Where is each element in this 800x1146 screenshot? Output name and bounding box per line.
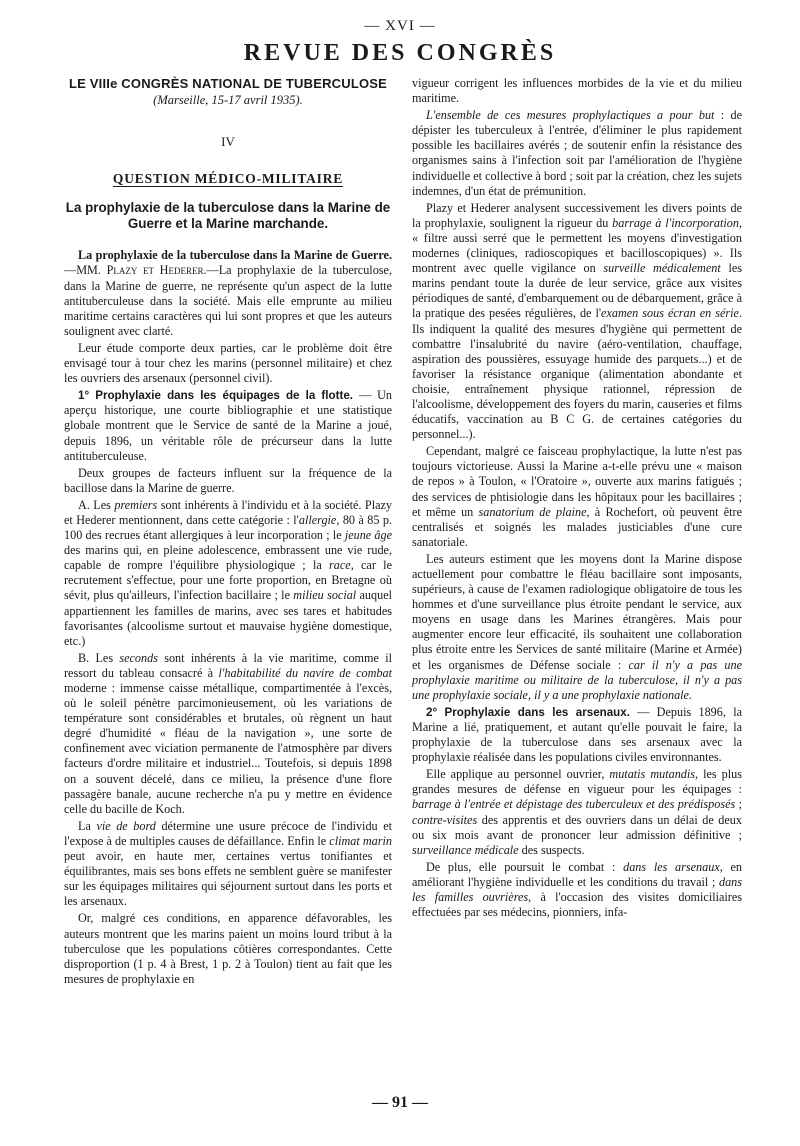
question-heading-text: QUESTION MÉDICO-MILITAIRE (112, 171, 344, 187)
text-run: Plazy et Hederer analysent successivement les divers points de la prophylaxie, soulignent la rigueur du (412, 200, 742, 230)
journal-masthead: REVUE DES CONGRÈS (243, 40, 557, 66)
text-run: Cependant, malgré ce faisceau prophylactique, la lutte n'est pas toujours victorieuse. Aussi la Marine a-t-elle prévu une « maison de repos » à Toulon, « l'Oratoire », ouverte aux marins fatigués ; des services de phtisiologie dans les hôpitaux pour les bacillaires ; et même un (412, 444, 742, 519)
paragraph-title: La prophylaxie de la tuberculose dans la Marine de Guerre. (78, 248, 392, 263)
paragraph (64, 819, 392, 910)
italic-run: surveillance médicale (412, 842, 519, 857)
text-run: — Depuis 1896, la Marine a lié, pratiquement, et autant qu'elle pouvait le faire, la prophylaxie de la tuberculose dans ses arsenaux avec la prophylaxie réalisée dans les populations civiles environnantes. (412, 704, 742, 765)
running-header-page-roman: — XVI — (364, 18, 436, 34)
text-run: sont inhérents à l'individu et à la société. Plazy et Hederer mentionnent, dans cette catégorie : l' (64, 497, 392, 527)
italic-run: vie de bord (96, 818, 156, 833)
paragraph-text: —La prophylaxie de la tuberculose, dans la Marine de guerre, ne représente qu'un aspect de la lutte antituberculeuse dans la société. Mais elle emprunte au milieu maritime certains caractères qui lui sont propres et que les auteurs soulignent avec clarté. (64, 263, 392, 338)
paragraph (412, 444, 742, 550)
text-run: , en améliorant l'hygiène individuelle et les conditions du travail ; (412, 859, 743, 889)
paragraph (64, 651, 392, 817)
italic-run: contre-visites (412, 812, 478, 827)
italic-run: sanatorium de plaine (478, 504, 587, 519)
text-run: Les auteurs estiment que les moyens dont la Marine dispose actuellement pour combattre le fléau bacillaire sont imposants, supérieurs, à cause de l'examen radiologique obligatoire de tous les hommes et d'une surveillance plus étroite pendant le service, aux moyens en usage dans les Marines étrangères. Mais pour augmenter encore leur efficacité, ils souhaitent une collaboration plus étroite entre les Services de santé militaire (Marine et Armée) et les organismes de Défense sociale : (412, 551, 742, 672)
italic-run: surveille médicalement (603, 261, 721, 276)
text-run: ; (735, 797, 742, 812)
text-run: auquel appartiennent les familles de marins, avec ses tares et habitudes favorisantes (alcoolisme surtout et mauvaise hygiène domestique, etc.) (64, 588, 392, 648)
paragraph (412, 767, 742, 858)
text-run: , 80 à 85 p. 100 des recrues étant allergiques à leur incorporation ; le (64, 512, 392, 543)
subsection-title: 2° Prophylaxie dans les arsenaux. (426, 705, 630, 719)
paragraph (64, 498, 392, 649)
paragraph: vigueur corrigent les influences morbides de la vie et du milieu maritime. (412, 76, 742, 106)
text-run: des suspects. (518, 842, 585, 857)
paragraph (412, 705, 742, 765)
subject-heading: La prophylaxie de la tuberculose dans la Marine de Guerre et la Marine marchande. (65, 200, 391, 232)
text-run: détermine une usure précoce de l'individu et l'expose à de multiples causes de défaillance. Enfin le (64, 818, 393, 848)
congress-title: LE VIIIe CONGRÈS NATIONAL DE TUBERCULOSE (68, 76, 388, 91)
italic-run: L'ensemble de ces mesures prophylactiques a pour but (426, 108, 715, 123)
text-run: B. Les (78, 650, 120, 665)
italic-run: dans les arsenaux (623, 859, 720, 874)
paragraph (64, 388, 392, 463)
subsection-title: 1° Prophylaxie dans les équipages de la flotte. (78, 389, 353, 403)
paragraph (412, 201, 742, 443)
italic-run: milieu social (293, 588, 357, 603)
paragraph: Leur étude comporte deux parties, car le problème doit être envisagé tour à tour chez les marins (personnel militaire) et chez les ouvriers des arsenaux (personnel civil). (64, 340, 392, 386)
italic-run: allergie (298, 512, 337, 527)
italic-run: barrage à l'entrée et dépistage des tuberculeux et des prédisposés (412, 797, 736, 812)
text-run: moderne : immense caisse métallique, compartimentée à l'excès, où le soleil pénètre parcimonieusement, où les variations de température sont considérables et brutales, où règnent un haut degré d'humidité « fléau de la navigation », une sorte de confinement avec viciation permanente de l'atmosphère par divers facteurs d'ordre militaire et industriel... Toutefois, si depuis 1898 on a souvent décelé, dans ce milieu, la présence d'une flore passagère banale, aucune recherche n'a pu y mettre en évidence celle du bacille de Koch. (64, 681, 392, 816)
page-number: — 91 — (372, 1094, 428, 1111)
section-number: IV (221, 134, 235, 150)
text-run: , car le recrutement s'effectue, pour une forte proportion, en Bretagne où sévit, plus qu'ailleurs, l'infection bacillaire ; le (64, 558, 392, 603)
italic-run: dans les familles ouvrières (412, 874, 742, 904)
text-run: les marins pendant toute la durée de leur service, grâce aux visites périodiques de santé, d'embarquement ou de débarquement, grâce à la pratique des pesées régulières, de l' (412, 261, 742, 321)
italic-run: examen sous écran en série (601, 306, 739, 321)
text-run: peut avoir, en haute mer, certaines vertus tonifiantes et équilibrantes, mais ses bons effets ne semblent guère se manifester sur les équipages militaires qui séjournent surtout dans les ports et les arsenaux. (64, 849, 392, 909)
italic-run: race (329, 558, 351, 573)
text-run: A. Les (78, 497, 115, 512)
text-run: : de dépister les tuberculeux à l'entrée, d'éliminer le plus rapidement possible les bacillaires avérés ; de soutenir enfin la résistance des organismes sains à l'infection soit par l'amélioration de l'hygiène individuelle et collective à bord ; soit par la création, chez les sujets indemnes, d'un état de prémunition. (412, 108, 743, 198)
left-column (64, 76, 392, 989)
text-run: , « filtre aussi serré que le permettent les moyens d'investigation modernes (cliniques, radioscopiques et bacilloscopiques) ». Ils montrent avec quelle vigilance on (412, 215, 742, 276)
italic-run: barrage à l'incorporation (612, 215, 739, 230)
authors: —MM. Plazy et Hederer. (64, 263, 207, 278)
paragraph (412, 108, 742, 199)
text-run: des apprentis et des ouvriers dans un délai de deux ou six mois avant de prononcer leur admission définitive ; (412, 812, 742, 842)
paragraph: Deux groupes de facteurs influent sur la fréquence de la bacillose dans la Marine de guerre. (64, 465, 392, 495)
question-heading (64, 171, 392, 186)
paragraph (412, 860, 742, 920)
italic-run: car il n'y a pas une prophylaxie maritime ou militaire de la tuberculose, il n'y a pas une prophylaxie sociale, il y a une prophylaxie nationale. (412, 657, 743, 702)
text-run: Elle applique au personnel ouvrier, (426, 767, 610, 782)
paragraph (64, 248, 392, 339)
italic-run: jeune âge (344, 528, 392, 543)
italic-run: seconds (119, 650, 158, 665)
text-run: La (78, 818, 97, 833)
italic-run: premiers (114, 497, 158, 512)
paragraph (412, 552, 742, 703)
paragraph-text: — Un aperçu historique, une courte bibliographie et une statistique globale montrent que le Service de santé de la Marine a joué, depuis 1896, un véritable rôle de précurseur dans la lutte antituberculeuse. (64, 388, 392, 463)
italic-run: climat marin (329, 833, 392, 848)
text-run: , à l'occasion des visites domiciliaires effectuées par ses médecins, pionniers, infa- (412, 889, 742, 920)
text-run: des marins qui, en pleine adolescence, embrassent une vie rude, capable de rompre l'équilibre physiologique ; la (64, 543, 392, 573)
italic-run: l'habitabilité du navire de combat (218, 665, 392, 680)
congress-place-date: (Marseille, 15-17 avril 1935). (153, 93, 303, 108)
text-run: , à Rochefort, où peuvent être centralisés et soignés les malades justiciables d'une cure sanatoriale. (412, 504, 742, 549)
paragraph: Or, malgré ces conditions, en apparence défavorables, les auteurs montrent que les marins paient un moins lourd tribut à la tuberculose que les populations côtières correspondantes. Cette disproportion (1 p. 4 à Brest, 1 p. 2 à Toulon) tient au fait que les mesures de prophylaxie en (64, 911, 392, 986)
italic-run: mutatis mutandis (609, 767, 696, 782)
right-column (412, 76, 742, 922)
text-run: De plus, elle poursuit le combat : (426, 859, 624, 874)
text-run: sont inhérents à la vie maritime, comme il ressort du tableau consacré à (64, 650, 392, 680)
text-run: . Ils indiquent la qualité des mesures d'hygiène qui permettent de combattre l'insalubrité du navire (aéro-ventilation, chauffage, aspiration des poussières, essuyage humide des parquets...) et de favoriser la résistance organique (alimentation abondante et choisie, entraînement physique rationnel, répression de l'alcoolisme, développement des foyers du marin, causeries et films éducatifs, vaccination au B C G. de certaines catégories du personnel...). (412, 306, 742, 442)
text-run: , les plus grandes mesures de défense en vigueur pour les équipages : (412, 767, 742, 797)
